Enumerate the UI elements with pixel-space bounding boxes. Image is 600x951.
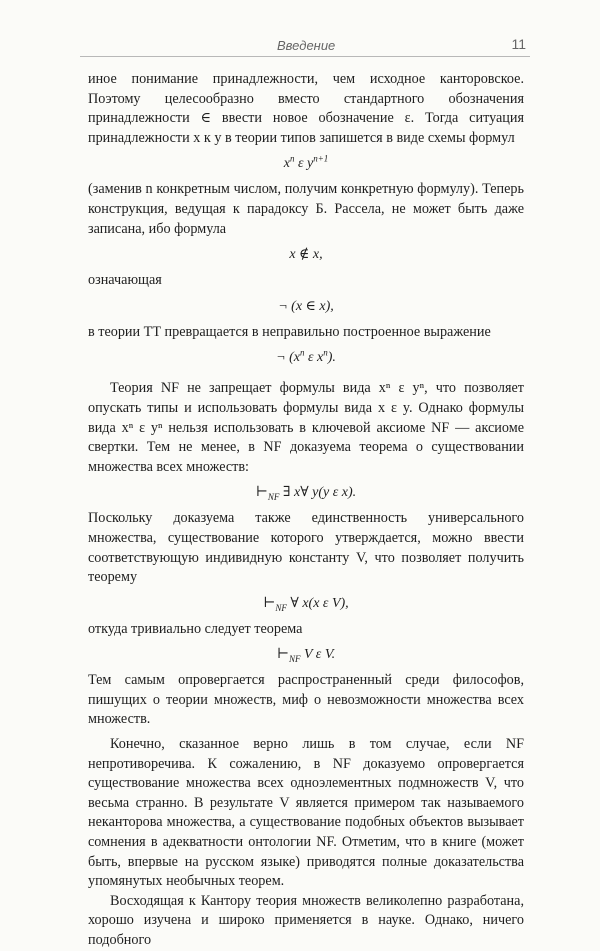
paragraph: иное понимание принадлежности, чем исходное канторовское. Поэтому целесообразно вместо стандартного обозначения принадлежности ∈ ввести новое обозначение ε. Тогда ситуация принадлежности x к y в теории типов запишется в виде схемы формул [88, 71, 524, 146]
paragraph: Теория NF не запрещает формулы вида xⁿ ε yⁿ, что позволяет опускать типы и использовать формулы вида x ε y. Однако формулы вида xⁿ ε yⁿ нельзя использовать в ключевой аксиоме NF — аксиоме свертки. Тем не менее, в NF доказуема теорема о существовании множества всех множеств: [88, 380, 524, 475]
page-number: 11 [511, 36, 526, 52]
paragraph: (заменив n конкретным числом, получим конкретную формулу). Теперь конструкция, ведущая к парадоксу Б. Рассела, не может быть даже записана, ибо формула [88, 181, 524, 237]
paragraph: Восходящая к Кантору теория множеств великолепно разработана, хорошо изучена и широко применяется в науке. Однако, ничего подобного [88, 892, 524, 948]
formula: ¬ ($x^n$ ε $x^n$). [276, 347, 336, 366]
paragraph: означающая [88, 272, 162, 289]
formula: $⊢_{NF}$ ∀ x(x ε V), [263, 595, 349, 613]
formula: ¬ (x ∈ x), [278, 298, 334, 314]
formula: $⊢_{NF}$ ∃ x∀ y(y ε x). [255, 485, 357, 503]
chapter-title: Введение [277, 38, 336, 53]
paragraph: в теории ТТ превращается в неправильно построенное выражение [88, 323, 491, 340]
paragraph: откуда тривиально следует теорема [88, 620, 303, 637]
paragraph: Конечно, сказанное верно лишь в том случае, если NF непротиворечива. К сожалению, в NF доказуемо опровергается существование множества всех одноэлементных подмножеств V, что весьма странно. В результате V является примером так называемого неканторова множества, а существование подобных объектов вызывает сомнения в адекватности онтологии NF. Отметим, что в книге (может быть, впервые на русском языке) приводятся полные доказательства упомянутых необычных теорем. [88, 736, 524, 890]
running-header [80, 32, 530, 57]
page-body [88, 70, 524, 951]
formula: x ∉ x, [289, 247, 323, 263]
paragraph: Тем самым опровергается распространенный среди философов, пишущих о теории множеств, миф о невозможности множества всех множеств. [88, 672, 524, 728]
formula: $x^n$ ε $y^{n+1}$ [283, 153, 329, 172]
formula: $⊢_{NF}$ V ε V. [276, 647, 336, 665]
paragraph: Поскольку доказуема также единственность универсального множества, существование которого утверждается, можно ввести соответствующую индивидную константу V, что позволяет получить теорему [88, 510, 524, 586]
